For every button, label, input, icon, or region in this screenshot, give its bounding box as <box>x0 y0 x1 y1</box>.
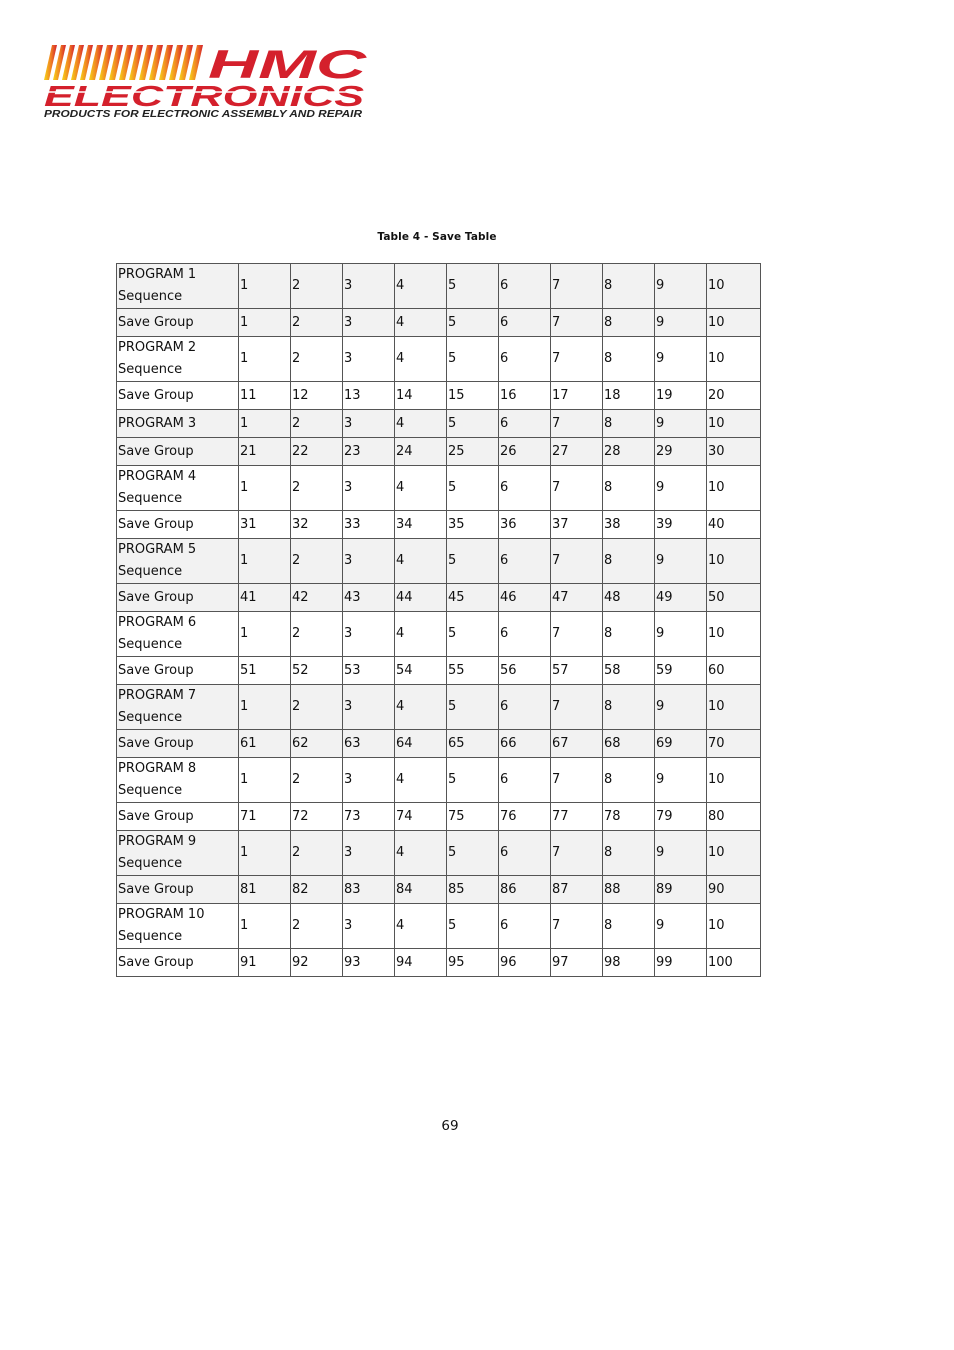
value-cell: 2 <box>291 758 343 803</box>
table-row <box>117 904 761 949</box>
value-cell: 62 <box>291 730 343 758</box>
value-cell: 10 <box>707 539 761 584</box>
value-cell: 39 <box>655 511 707 539</box>
row-label-cell: Save Group <box>117 730 239 758</box>
value-cell: 47 <box>551 584 603 612</box>
value-cell: 36 <box>499 511 551 539</box>
row-label-cell: PROGRAM 10 Sequence <box>117 904 239 949</box>
value-cell: 3 <box>343 264 395 309</box>
row-label-cell: Save Group <box>117 584 239 612</box>
value-cell: 63 <box>343 730 395 758</box>
value-cell: 5 <box>447 758 499 803</box>
table-row <box>117 382 761 410</box>
row-label-cell: Save Group <box>117 657 239 685</box>
value-cell: 6 <box>499 539 551 584</box>
table-row <box>117 410 761 438</box>
value-cell: 86 <box>499 876 551 904</box>
value-cell: 6 <box>499 758 551 803</box>
value-cell: 5 <box>447 539 499 584</box>
value-cell: 55 <box>447 657 499 685</box>
value-cell: 1 <box>239 309 291 337</box>
value-cell: 29 <box>655 438 707 466</box>
value-cell: 2 <box>291 466 343 511</box>
value-cell: 3 <box>343 466 395 511</box>
value-cell: 7 <box>551 539 603 584</box>
value-cell: 1 <box>239 612 291 657</box>
value-cell: 52 <box>291 657 343 685</box>
value-cell: 7 <box>551 904 603 949</box>
value-cell: 53 <box>343 657 395 685</box>
value-cell: 8 <box>603 904 655 949</box>
value-cell: 8 <box>603 685 655 730</box>
value-cell: 10 <box>707 904 761 949</box>
value-cell: 1 <box>239 410 291 438</box>
row-label-cell: Save Group <box>117 876 239 904</box>
value-cell: 46 <box>499 584 551 612</box>
value-cell: 17 <box>551 382 603 410</box>
value-cell: 5 <box>447 685 499 730</box>
row-label-cell: PROGRAM 7 Sequence <box>117 685 239 730</box>
value-cell: 97 <box>551 949 603 977</box>
value-cell: 12 <box>291 382 343 410</box>
table-row <box>117 758 761 803</box>
value-cell: 92 <box>291 949 343 977</box>
value-cell: 7 <box>551 264 603 309</box>
value-cell: 2 <box>291 410 343 438</box>
value-cell: 2 <box>291 904 343 949</box>
value-cell: 78 <box>603 803 655 831</box>
value-cell: 32 <box>291 511 343 539</box>
row-label-cell: PROGRAM 6 Sequence <box>117 612 239 657</box>
value-cell: 51 <box>239 657 291 685</box>
value-cell: 72 <box>291 803 343 831</box>
value-cell: 10 <box>707 831 761 876</box>
table-row <box>117 949 761 977</box>
value-cell: 45 <box>447 584 499 612</box>
value-cell: 4 <box>395 264 447 309</box>
value-cell: 7 <box>551 831 603 876</box>
value-cell: 16 <box>499 382 551 410</box>
value-cell: 7 <box>551 337 603 382</box>
value-cell: 27 <box>551 438 603 466</box>
value-cell: 8 <box>603 337 655 382</box>
value-cell: 1 <box>239 831 291 876</box>
value-cell: 3 <box>343 758 395 803</box>
value-cell: 58 <box>603 657 655 685</box>
value-cell: 65 <box>447 730 499 758</box>
value-cell: 5 <box>447 337 499 382</box>
logo-subword: ELECTRONICS <box>44 81 366 113</box>
value-cell: 20 <box>707 382 761 410</box>
value-cell: 33 <box>343 511 395 539</box>
hmc-electronics-logo <box>40 40 370 120</box>
value-cell: 84 <box>395 876 447 904</box>
value-cell: 8 <box>603 612 655 657</box>
value-cell: 9 <box>655 337 707 382</box>
value-cell: 70 <box>707 730 761 758</box>
value-cell: 7 <box>551 612 603 657</box>
value-cell: 4 <box>395 612 447 657</box>
value-cell: 21 <box>239 438 291 466</box>
value-cell: 71 <box>239 803 291 831</box>
value-cell: 4 <box>395 410 447 438</box>
table-row <box>117 511 761 539</box>
row-label-cell: PROGRAM 2 Sequence <box>117 337 239 382</box>
value-cell: 5 <box>447 831 499 876</box>
value-cell: 6 <box>499 612 551 657</box>
row-label-cell: PROGRAM 9 Sequence <box>117 831 239 876</box>
value-cell: 3 <box>343 612 395 657</box>
value-cell: 85 <box>447 876 499 904</box>
value-cell: 10 <box>707 337 761 382</box>
save-table <box>116 263 761 977</box>
value-cell: 1 <box>239 466 291 511</box>
value-cell: 49 <box>655 584 707 612</box>
value-cell: 23 <box>343 438 395 466</box>
table-row <box>117 466 761 511</box>
row-label-cell: PROGRAM 3 <box>117 410 239 438</box>
value-cell: 80 <box>707 803 761 831</box>
table-row <box>117 539 761 584</box>
table-row <box>117 337 761 382</box>
value-cell: 59 <box>655 657 707 685</box>
row-label-cell: Save Group <box>117 309 239 337</box>
row-label-cell: PROGRAM 1 Sequence <box>117 264 239 309</box>
value-cell: 1 <box>239 904 291 949</box>
row-label-cell: PROGRAM 4 Sequence <box>117 466 239 511</box>
value-cell: 9 <box>655 264 707 309</box>
value-cell: 4 <box>395 466 447 511</box>
value-cell: 42 <box>291 584 343 612</box>
value-cell: 7 <box>551 758 603 803</box>
value-cell: 3 <box>343 539 395 584</box>
value-cell: 68 <box>603 730 655 758</box>
value-cell: 9 <box>655 539 707 584</box>
value-cell: 56 <box>499 657 551 685</box>
table-caption: Table 4 - Save Table <box>377 231 497 243</box>
value-cell: 90 <box>707 876 761 904</box>
value-cell: 26 <box>499 438 551 466</box>
table-row <box>117 657 761 685</box>
value-cell: 64 <box>395 730 447 758</box>
value-cell: 9 <box>655 904 707 949</box>
value-cell: 7 <box>551 309 603 337</box>
value-cell: 7 <box>551 466 603 511</box>
value-cell: 48 <box>603 584 655 612</box>
value-cell: 4 <box>395 337 447 382</box>
row-label-cell: PROGRAM 5 Sequence <box>117 539 239 584</box>
value-cell: 3 <box>343 309 395 337</box>
value-cell: 35 <box>447 511 499 539</box>
table-row <box>117 803 761 831</box>
value-cell: 3 <box>343 831 395 876</box>
table-row <box>117 685 761 730</box>
value-cell: 14 <box>395 382 447 410</box>
value-cell: 10 <box>707 309 761 337</box>
value-cell: 22 <box>291 438 343 466</box>
value-cell: 3 <box>343 410 395 438</box>
value-cell: 3 <box>343 685 395 730</box>
value-cell: 10 <box>707 612 761 657</box>
value-cell: 9 <box>655 466 707 511</box>
value-cell: 11 <box>239 382 291 410</box>
value-cell: 2 <box>291 831 343 876</box>
value-cell: 41 <box>239 584 291 612</box>
value-cell: 6 <box>499 685 551 730</box>
value-cell: 75 <box>447 803 499 831</box>
value-cell: 4 <box>395 904 447 949</box>
value-cell: 1 <box>239 758 291 803</box>
value-cell: 74 <box>395 803 447 831</box>
row-label-cell: PROGRAM 8 Sequence <box>117 758 239 803</box>
row-label-cell: Save Group <box>117 803 239 831</box>
value-cell: 1 <box>239 264 291 309</box>
value-cell: 91 <box>239 949 291 977</box>
value-cell: 4 <box>395 758 447 803</box>
logo-stripes <box>44 45 203 80</box>
value-cell: 9 <box>655 758 707 803</box>
value-cell: 4 <box>395 685 447 730</box>
value-cell: 50 <box>707 584 761 612</box>
value-cell: 77 <box>551 803 603 831</box>
value-cell: 5 <box>447 466 499 511</box>
value-cell: 5 <box>447 612 499 657</box>
value-cell: 31 <box>239 511 291 539</box>
value-cell: 1 <box>239 337 291 382</box>
value-cell: 66 <box>499 730 551 758</box>
value-cell: 67 <box>551 730 603 758</box>
value-cell: 4 <box>395 539 447 584</box>
value-cell: 1 <box>239 685 291 730</box>
value-cell: 5 <box>447 264 499 309</box>
value-cell: 10 <box>707 758 761 803</box>
value-cell: 1 <box>239 539 291 584</box>
value-cell: 100 <box>707 949 761 977</box>
value-cell: 69 <box>655 730 707 758</box>
table-row <box>117 612 761 657</box>
value-cell: 95 <box>447 949 499 977</box>
value-cell: 30 <box>707 438 761 466</box>
table-row <box>117 438 761 466</box>
value-cell: 2 <box>291 685 343 730</box>
value-cell: 98 <box>603 949 655 977</box>
value-cell: 93 <box>343 949 395 977</box>
logo-wordmark: HMC <box>208 43 368 87</box>
value-cell: 19 <box>655 382 707 410</box>
value-cell: 7 <box>551 410 603 438</box>
value-cell: 79 <box>655 803 707 831</box>
value-cell: 37 <box>551 511 603 539</box>
value-cell: 44 <box>395 584 447 612</box>
value-cell: 28 <box>603 438 655 466</box>
value-cell: 8 <box>603 410 655 438</box>
table-row <box>117 831 761 876</box>
value-cell: 9 <box>655 685 707 730</box>
table-row <box>117 264 761 309</box>
value-cell: 54 <box>395 657 447 685</box>
table-row <box>117 584 761 612</box>
value-cell: 10 <box>707 685 761 730</box>
value-cell: 34 <box>395 511 447 539</box>
row-label-cell: Save Group <box>117 511 239 539</box>
value-cell: 5 <box>447 904 499 949</box>
value-cell: 8 <box>603 466 655 511</box>
value-cell: 25 <box>447 438 499 466</box>
row-label-cell: Save Group <box>117 438 239 466</box>
value-cell: 15 <box>447 382 499 410</box>
logo-tagline: PRODUCTS FOR ELECTRONIC ASSEMBLY AND REPAIR <box>44 109 363 120</box>
value-cell: 6 <box>499 264 551 309</box>
table-row <box>117 876 761 904</box>
value-cell: 10 <box>707 410 761 438</box>
value-cell: 2 <box>291 337 343 382</box>
value-cell: 96 <box>499 949 551 977</box>
value-cell: 8 <box>603 539 655 584</box>
value-cell: 6 <box>499 466 551 511</box>
value-cell: 10 <box>707 466 761 511</box>
value-cell: 3 <box>343 337 395 382</box>
value-cell: 4 <box>395 831 447 876</box>
value-cell: 40 <box>707 511 761 539</box>
table-row <box>117 730 761 758</box>
value-cell: 6 <box>499 831 551 876</box>
value-cell: 82 <box>291 876 343 904</box>
value-cell: 9 <box>655 309 707 337</box>
value-cell: 81 <box>239 876 291 904</box>
value-cell: 6 <box>499 410 551 438</box>
value-cell: 13 <box>343 382 395 410</box>
value-cell: 8 <box>603 264 655 309</box>
value-cell: 60 <box>707 657 761 685</box>
value-cell: 4 <box>395 309 447 337</box>
value-cell: 43 <box>343 584 395 612</box>
value-cell: 2 <box>291 539 343 584</box>
value-cell: 9 <box>655 410 707 438</box>
row-label-cell: Save Group <box>117 382 239 410</box>
value-cell: 94 <box>395 949 447 977</box>
value-cell: 73 <box>343 803 395 831</box>
value-cell: 89 <box>655 876 707 904</box>
value-cell: 99 <box>655 949 707 977</box>
value-cell: 18 <box>603 382 655 410</box>
value-cell: 83 <box>343 876 395 904</box>
value-cell: 5 <box>447 410 499 438</box>
value-cell: 8 <box>603 758 655 803</box>
value-cell: 61 <box>239 730 291 758</box>
value-cell: 8 <box>603 309 655 337</box>
value-cell: 88 <box>603 876 655 904</box>
value-cell: 2 <box>291 264 343 309</box>
value-cell: 3 <box>343 904 395 949</box>
value-cell: 76 <box>499 803 551 831</box>
save-table-body <box>117 264 761 977</box>
value-cell: 38 <box>603 511 655 539</box>
value-cell: 6 <box>499 337 551 382</box>
value-cell: 6 <box>499 904 551 949</box>
value-cell: 6 <box>499 309 551 337</box>
value-cell: 24 <box>395 438 447 466</box>
value-cell: 7 <box>551 685 603 730</box>
value-cell: 9 <box>655 612 707 657</box>
value-cell: 87 <box>551 876 603 904</box>
value-cell: 8 <box>603 831 655 876</box>
table-row <box>117 309 761 337</box>
value-cell: 5 <box>447 309 499 337</box>
row-label-cell: Save Group <box>117 949 239 977</box>
value-cell: 9 <box>655 831 707 876</box>
page-number: 69 <box>441 1118 459 1134</box>
value-cell: 2 <box>291 309 343 337</box>
value-cell: 57 <box>551 657 603 685</box>
value-cell: 2 <box>291 612 343 657</box>
value-cell: 10 <box>707 264 761 309</box>
